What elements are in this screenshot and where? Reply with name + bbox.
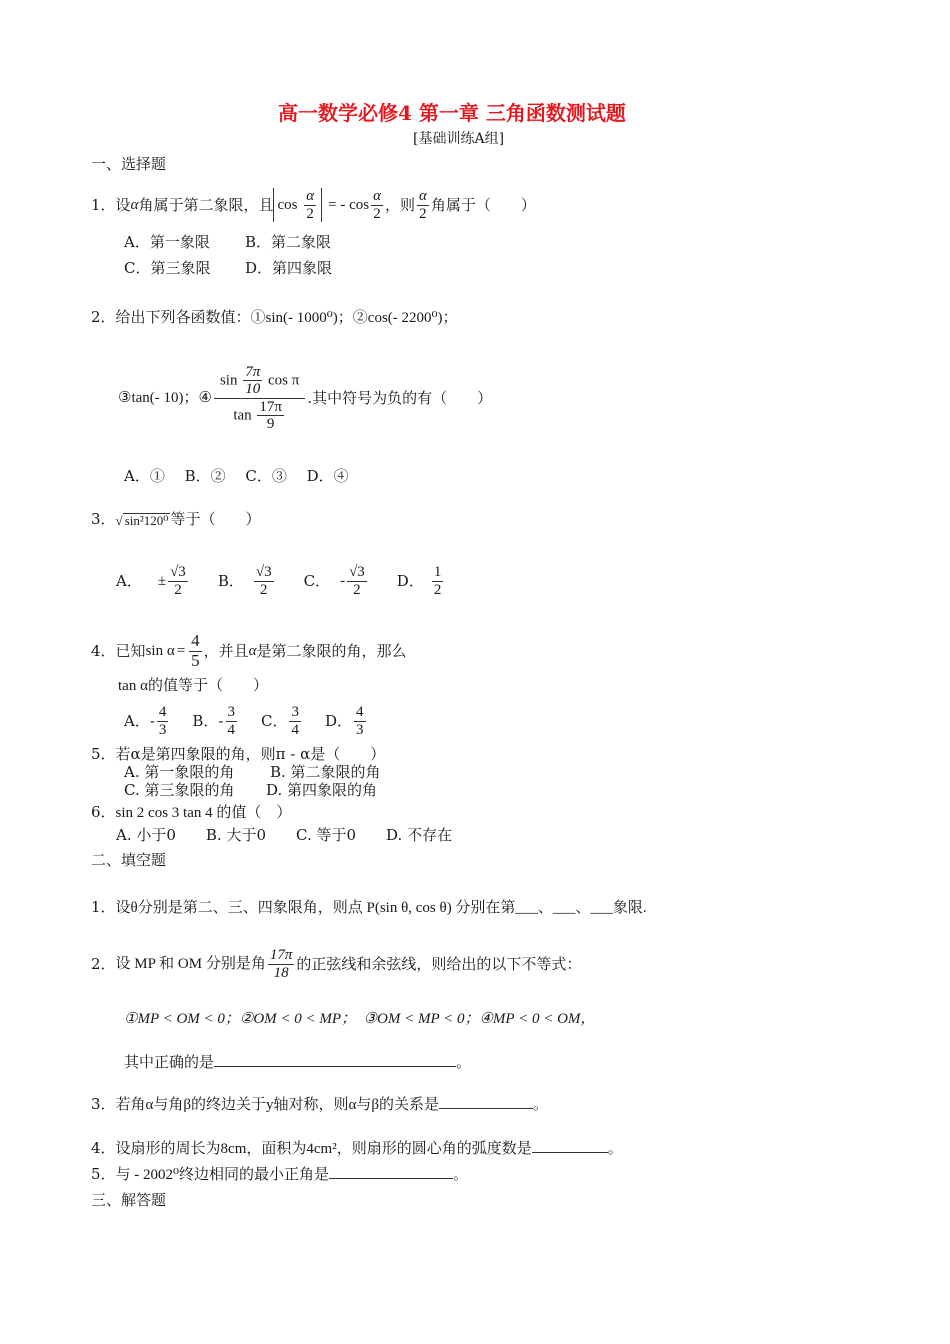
option-b: B. 第二象限的角 [270, 763, 381, 781]
fraction-17pi-18: $\frac{17\pi}{18}$ [269, 947, 293, 981]
question-3: 3． √ sin²120⁰ 等于（ ） [91, 510, 261, 528]
option-c: C．第三象限 [124, 259, 211, 277]
f1-text: 设θ分别是第二、三、四象限角，则点 P(sin θ, cos θ) 分别在第___、___、___象限. [115, 900, 647, 916]
period: 。 [533, 1095, 549, 1113]
question-number: 2． [91, 308, 116, 326]
eq-neg-cos: = - cos [328, 196, 370, 213]
option-b: B． [217, 571, 244, 590]
q4-line-2-text: 的值等于（ ） [147, 676, 268, 694]
sin-label: sin [219, 371, 238, 388]
fill-question-2 [91, 942, 581, 986]
option-c: C． [303, 571, 331, 590]
question-number: 5． [91, 1165, 116, 1183]
question-2-item [118, 352, 492, 444]
question-number: 1． [91, 898, 116, 916]
fraction-sqrt3-2: $\frac{√3}{2}$ [255, 564, 272, 598]
minus: - [340, 572, 346, 589]
q5-text: 若α是第四象限的角，则π - α是（ ） [115, 745, 386, 763]
option-d: D． [396, 571, 424, 590]
q4-text-1: 已知 [115, 641, 146, 660]
f5-text: 与 - 2002⁰终边相同的最小正角是 [115, 1167, 330, 1183]
q3-options [116, 560, 445, 602]
option-a: A. 第一象限的角 [124, 763, 235, 781]
f2-answer-label: 其中正确的是 [124, 1053, 215, 1071]
comma: ， [384, 195, 400, 214]
q2-options: A．① B．② C．③ D．④ [124, 467, 349, 485]
q2-tail: .其中符号为负的有（ ） [307, 388, 493, 407]
option-d: D． [324, 711, 353, 730]
q4-text-3: 是第二象限的角，那么 [256, 641, 407, 660]
f2-text-1: 设 MP 和 OM 分别是角 [115, 955, 266, 972]
q4-line-2 [118, 678, 268, 694]
question-5 [91, 747, 385, 762]
alpha-symbol: α [130, 196, 139, 213]
fraction-4-3: $\frac{4}{3}$ [356, 704, 364, 738]
fraction-17pi-9: $\frac{17\pi}{9}$ [259, 398, 282, 432]
question-number: 6． [91, 803, 116, 821]
question-number: 3． [91, 510, 116, 528]
period: 。 [453, 1165, 469, 1183]
fraction-3-4: $\frac{3}{4}$ [227, 704, 235, 738]
option-b: B．- [192, 711, 224, 730]
question-6 [91, 805, 291, 821]
q2-item-3: ③tan(- 10)；④ [118, 389, 212, 406]
q6-options: A. 小于0 B. 大于0 C. 等于0 D. 不存在 [116, 826, 453, 844]
q1-text-4: 角属于（ ） [430, 195, 536, 214]
option-c: C. 第三象限的角 [124, 781, 235, 799]
option-d: D. 第四象限的角 [266, 781, 378, 799]
fraction-4-5: $\frac{4}{5}$ [191, 630, 200, 670]
question-number: 5． [91, 745, 116, 763]
tan-label: tan [233, 406, 252, 423]
option-b: B．第二象限 [245, 233, 332, 251]
question-number: 2． [91, 954, 116, 973]
q1-text-3: 则 [399, 195, 415, 214]
option-a: A．- [124, 711, 155, 730]
question-4 [91, 628, 407, 674]
fraction-alpha-2: $\frac{\alpha}{2}$ [306, 188, 315, 222]
q1-text-1: 设 [115, 195, 131, 214]
fill-question-5 [91, 1167, 468, 1183]
question-1 [91, 185, 536, 225]
answer-blank[interactable] [532, 1152, 608, 1153]
fill-question-1 [91, 900, 647, 916]
page-title: 高一数学必修4 第一章 三角函数测试题 [278, 101, 626, 125]
answer-blank[interactable] [214, 1066, 456, 1067]
cos-label: cos [277, 197, 298, 213]
period: 。 [607, 1139, 623, 1157]
f3-text: 若角α与角β的终边关于y轴对称，则α与β的关系是 [115, 1097, 440, 1113]
question-2 [91, 310, 458, 326]
fraction-sqrt3-2: $\frac{√3}{2}$ [349, 564, 365, 598]
section-heading-choice: 一、选择题 [91, 155, 167, 173]
question-number: 3． [91, 1095, 116, 1113]
cos-pi-label: cos π [268, 371, 300, 388]
question-number: 4． [91, 1139, 116, 1157]
question-number: 4． [91, 641, 116, 660]
sqrt-expression: sin²120⁰ [124, 512, 169, 528]
alpha-symbol: α [248, 642, 257, 659]
page-subtitle: [基础训练A组] [413, 131, 505, 147]
fill-question-3 [91, 1097, 548, 1113]
answer-blank[interactable] [329, 1178, 453, 1179]
fraction-3-4: $\frac{3}{4}$ [291, 704, 299, 738]
fraction-7pi-10: $\frac{7\pi}{10}$ [245, 363, 261, 397]
q4-options [124, 700, 368, 742]
f4-text: 设扇形的周长为8cm，面积为4cm²，则扇形的圆心角的弧度数是 [115, 1141, 532, 1157]
question-number: 1． [91, 195, 116, 214]
f2-text-2: 的正弦线和余弦线，则给出的以下不等式： [296, 954, 582, 973]
section-heading-answer: 三、解答题 [91, 1191, 167, 1209]
option-a: A． [116, 571, 142, 590]
fraction-alpha-2: $\frac{\alpha}{2}$ [418, 188, 427, 222]
fraction-sqrt3-2: $\frac{√3}{2}$ [170, 564, 186, 598]
answer-blank[interactable] [439, 1108, 533, 1109]
option-d: D．第四象限 [245, 259, 333, 277]
option-a: A．第一象限 [124, 233, 210, 251]
fraction-alpha-2: $\frac{\alpha}{2}$ [373, 188, 381, 222]
sin-alpha: sin α [145, 642, 175, 659]
equals: = [176, 642, 186, 659]
tan-alpha: tan α [118, 678, 148, 694]
q6-text: sin 2 cos 3 tan 4 的值（ ） [115, 805, 292, 821]
q1-text-2: 角属于第二象限，且 [138, 195, 274, 214]
compound-fraction [214, 364, 305, 433]
section-heading-fill: 二、填空题 [91, 851, 167, 869]
q4-text-2: ，并且 [203, 641, 249, 660]
fraction-1-2: $\frac{1}{2}$ [433, 564, 442, 598]
option-c: C． [261, 711, 288, 730]
plus-minus: ± [157, 572, 167, 589]
fill-question-4 [91, 1141, 623, 1157]
fraction-4-3: $\frac{4}{3}$ [158, 704, 167, 738]
f2-answer [124, 1055, 471, 1070]
period: 。 [456, 1053, 472, 1071]
absolute-value [273, 188, 322, 222]
f2-inequalities: ①MP < OM < 0；②OM < 0 < MP； ③OM < MP < 0；④MP < 0 < OM， [124, 1011, 596, 1027]
q2-line-1: 给出下列各函数值：①sin(- 1000⁰)；②cos(- 2200⁰)； [115, 310, 458, 326]
q3-tail: 等于（ ） [170, 510, 261, 528]
